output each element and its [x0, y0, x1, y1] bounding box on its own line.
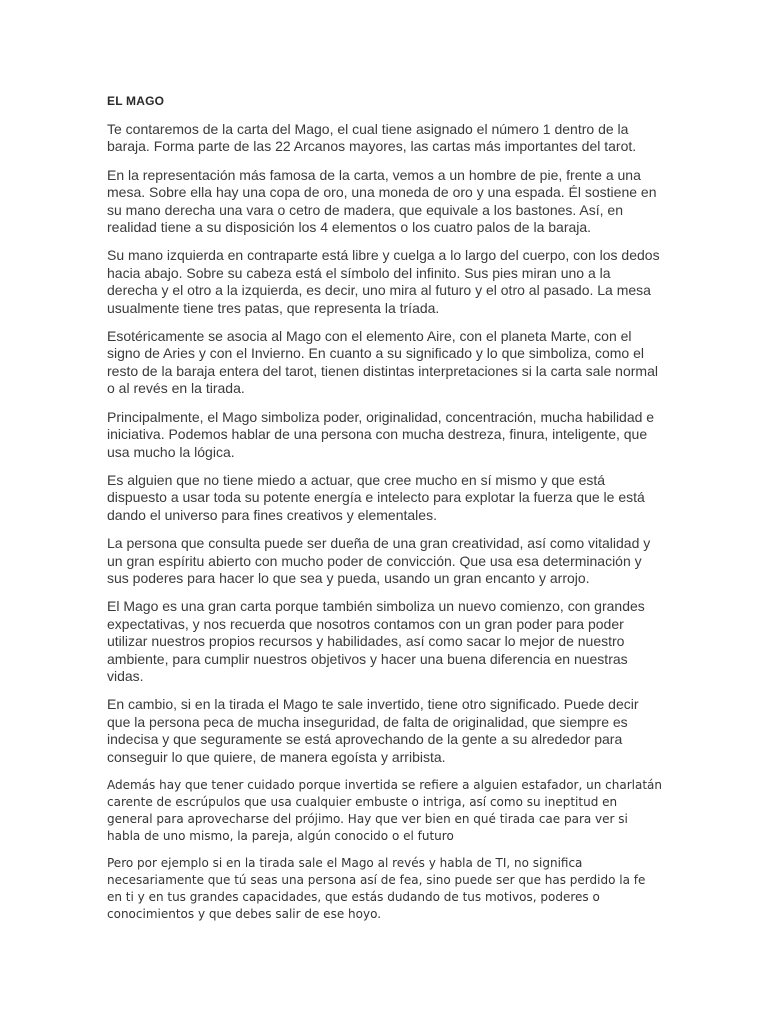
paragraph-warning: Además hay que tener cuidado porque invertida se refiere a alguien estafador, un charlatán carente de escrúpulos que usa cualquier embuste o intriga, así como su ineptitud en general para aprovecharse del prójimo. Hay que ver bien en qué tirada cae para ver si habla de uno mismo, la pareja, algún conocido o el futuro [107, 778, 662, 843]
paragraph-new-beginning: El Mago es una gran carta porque también simboliza un nuevo comienzo, con grandes expectativas, y nos recuerda que nosotros contamos con un gran poder para poder utilizar nuestros propios recursos y habilidades, así como sacar lo mejor de nuestro ambiente, para cumplir nuestros objetivos y hacer una buena diferencia en nuestras vidas. [107, 598, 645, 684]
paragraph-example: Pero por ejemplo si en la tirada sale el Mago al revés y habla de TI, no significa necesariamente que tú seas una persona así de fea, sino puede ser que has perdido la fe en ti y en tus grandes capacidades, que estás dudando de tus motivos, poderes o conocimientos y que debes salir de ese hoyo. [107, 856, 646, 921]
paragraph-intro: Te contaremos de la carta del Mago, el cual tiene asignado el número 1 dentro de la baraja. Forma parte de las 22 Arcanos mayores, las cartas más importantes del tarot. [107, 121, 637, 155]
paragraph-creativity: La persona que consulta puede ser dueña de una gran creatividad, así como vitalidad y un gran espíritu abierto con mucho poder de convicción. Que usa esa determinación y sus poderes para hacer lo que sea y pueda, usando un gran encanto y arrojo. [107, 535, 651, 586]
paragraph-inverted: En cambio, si en la tirada el Mago te sale invertido, tiene otro significado. Puede decir que la persona peca de mucha inseguridad, de falta de originalidad, que siempre es indecisa y que seguramente se está aprovechando de la gente a su alrededor para conseguir lo que quiere, de manera egoísta y arribista. [107, 696, 639, 765]
paragraph-fearless: Es alguien que no tiene miedo a actuar, que cree mucho en sí mismo y que está dispuesto a usar toda su potente energía e intelecto para explotar la fuerza que le está dando el universo para fines creativos y elementales. [107, 471, 645, 523]
paragraph-esoteric: Esotéricamente se asocia al Mago con el elemento Aire, con el planeta Marte, con el signo de Aries y con el Invierno. En cuanto a su significado y lo que simboliza, como el resto de la baraja entera del tarot, tienen distintas interpretaciones si la carta sale normal o al revés en la tirada. [107, 328, 658, 397]
document-page [107, 93, 662, 933]
document-title: EL MAGO [107, 94, 165, 108]
paragraph-symbolism: Principalmente, el Mago simboliza poder, originalidad, concentración, mucha habilidad e iniciativa. Podemos hablar de una persona con mucha destreza, finura, inteligente, que usa mucho la lógica. [107, 408, 655, 460]
paragraph-representation: En la representación más famosa de la carta, vemos a un hombre de pie, frente a una mesa. Sobre ella hay una copa de oro, una moneda de oro y una espada. Él sostiene en su mano derecha una vara o cetro de madera, que equivale a los bastones. Así, en realidad tiene a su disposición los 4 elementos o los cuatro palos de la baraja. [107, 166, 657, 236]
paragraph-left-hand: Su mano izquierda en contraparte está libre y cuelga a lo largo del cuerpo, con los dedos hacia abajo. Sobre su cabeza está el símbolo del infinito. Sus pies miran uno a la derecha y el otro a la izquierda, es decir, uno mira al futuro y el otro al pasado. La mesa usualmente tiene tres patas, que representa la tríada. [107, 247, 660, 316]
